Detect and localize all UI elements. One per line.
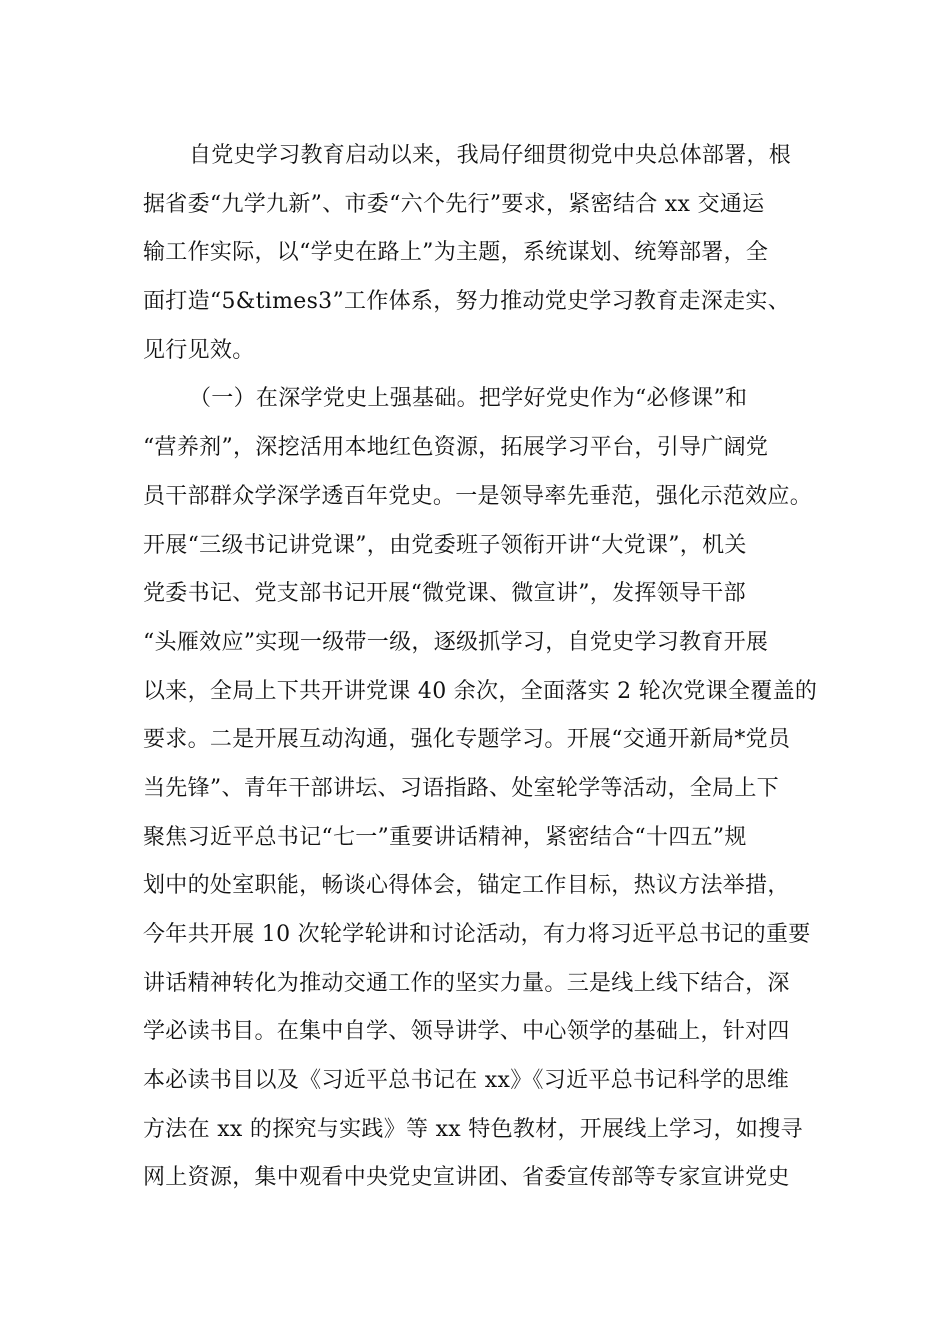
paragraph-line: 划中的处室职能，畅谈心得体会，锚定工作目标，热议方法举措， xyxy=(143,873,790,899)
paragraph-line: 网上资源，集中观看中央党史宣讲团、省委宣传部等专家宣讲党史 xyxy=(143,1165,790,1191)
document-body xyxy=(143,132,823,1203)
paragraph-line: 面打造“5&times3”工作体系，努力推动党史学习教育走深走实、 xyxy=(143,289,791,315)
paragraph-line: 学必读书目。在集中自学、领导讲学、中心领学的基础上，针对四 xyxy=(143,1019,790,1045)
paragraph-line: 方法在 xx 的探究与实践》等 xx 特色教材，开展线上学习，如搜寻 xyxy=(143,1116,803,1142)
paragraph-line: 员干部群众学深学透百年党史。一是领导率先垂范，强化示范效应。 xyxy=(143,483,813,509)
paragraph-line: “营养剂”，深挖活用本地红色资源，拓展学习平台，引导广阔党 xyxy=(143,435,769,461)
paragraph-line: （一）在深学党史上强基础。把学好党史作为“必修课”和 xyxy=(189,386,748,412)
paragraph-line: 今年共开展 10 次轮学轮讲和讨论活动，有力将习近平总书记的重要 xyxy=(143,922,811,947)
paragraph-line: 自党史学习教育启动以来，我局仔细贯彻党中央总体部署，根 xyxy=(189,143,792,168)
paragraph-line: 输工作实际，以“学史在路上”为主题，系统谋划、统筹部署，全 xyxy=(143,240,769,266)
paragraph-line: 据省委“九学九新”、市委“六个先行”要求，紧密结合 xx 交通运 xyxy=(143,191,765,217)
paragraph-line: 当先锋”、青年干部讲坛、习语指路、处室轮学等活动，全局上下 xyxy=(143,775,779,801)
paragraph-line: 本必读书目以及《习近平总书记在 xx》《习近平总书记科学的思维 xyxy=(143,1068,790,1094)
paragraph-line: 见行见效。 xyxy=(143,337,255,363)
paragraph-line: 讲话精神转化为推动交通工作的坚实力量。三是线上线下结合，深 xyxy=(143,970,790,996)
paragraph-line: “头雁效应”实现一级带一级，逐级抓学习，自党史学习教育开展 xyxy=(143,629,769,655)
paragraph-line: 党委书记、党支部书记开展“微党课、微宣讲”，发挥领导干部 xyxy=(143,581,746,607)
paragraph-line: 聚焦习近平总书记“七一”重要讲话精神，紧密结合“十四五”规 xyxy=(143,824,747,850)
paragraph-line: 开展“三级书记讲党课”，由党委班子领衔开讲“大党课”，机关 xyxy=(143,532,747,558)
paragraph-line: 要求。二是开展互动沟通，强化专题学习。开展“交通开新局*党员 xyxy=(143,727,791,753)
paragraph-line: 以来，全局上下共开讲党课 40 余次，全面落实 2 轮次党课全覆盖的 xyxy=(143,678,818,704)
